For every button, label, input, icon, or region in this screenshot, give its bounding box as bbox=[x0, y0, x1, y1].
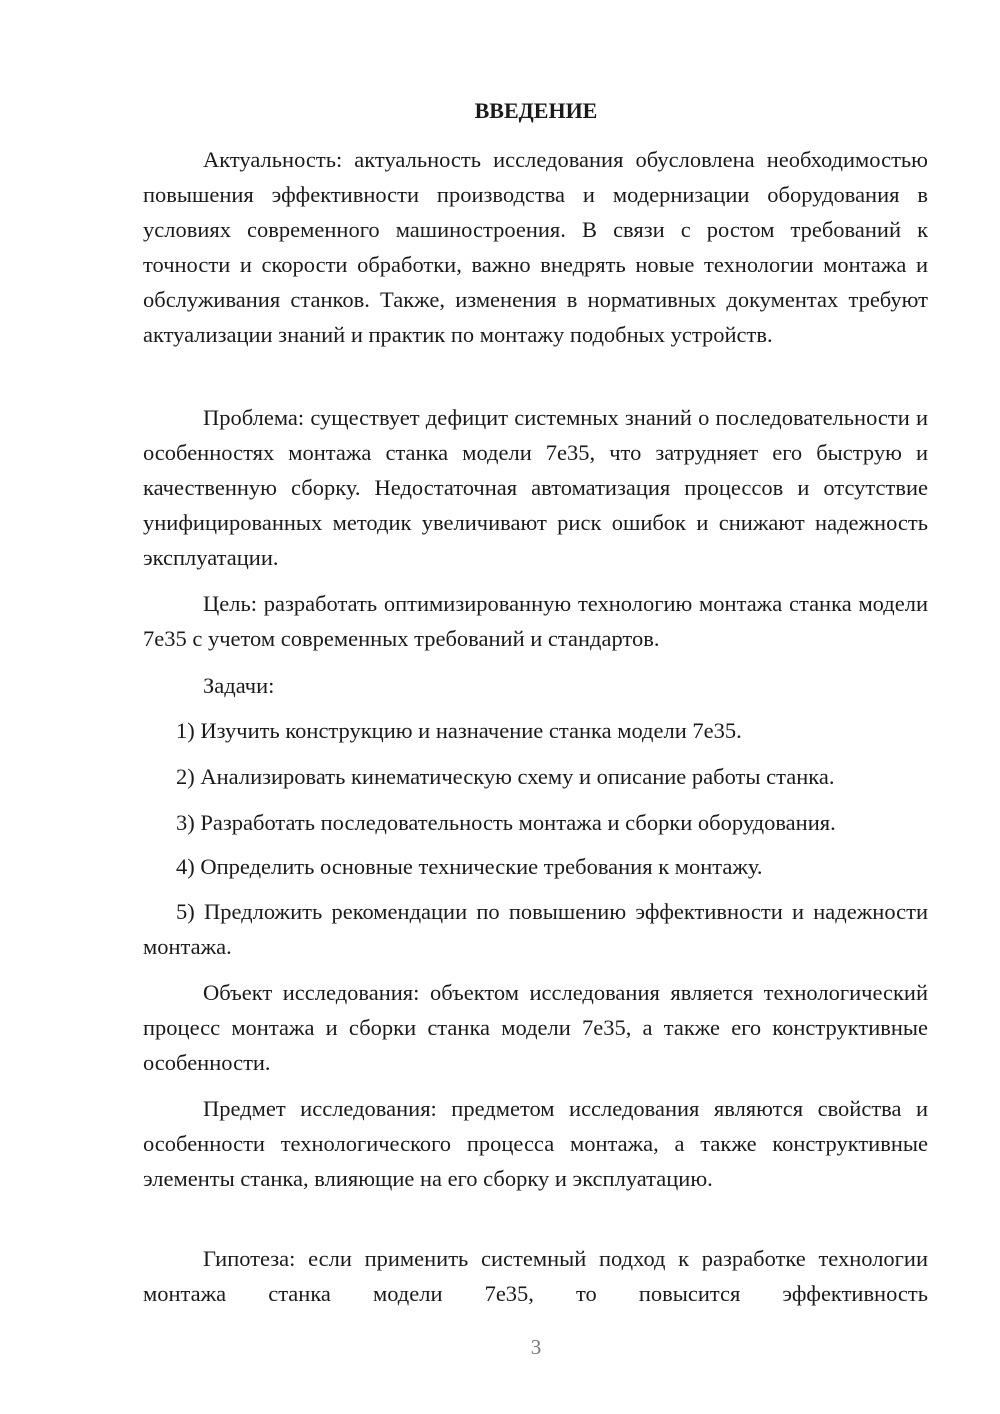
subject-paragraph: Предмет исследования: предметом исследования являются свойства и особенности технологического процесса монтажа, а также конструктивные элементы станка, влияющие на его сборку и эксплуатацию. bbox=[143, 1096, 928, 1191]
hypothesis-paragraph: Гипотеза: если применить системный подход к разработке технологии монтажа станка модели 7е35, то повысится эффективность bbox=[143, 1246, 928, 1306]
page-number: 3 bbox=[530, 1335, 542, 1359]
task-item-1: 1) Изучить конструкцию и назначение станка модели 7е35. bbox=[176, 718, 742, 743]
object-paragraph: Объект исследования: объектом исследования является технологический процесс монтажа и сборки станка модели 7е35, а также его конструктивные особенности. bbox=[143, 980, 928, 1075]
task-item-4: 4) Определить основные технические требования к монтажу. bbox=[176, 854, 763, 879]
task-item-2: 2) Анализировать кинематическую схему и описание работы станка. bbox=[176, 764, 835, 789]
goal-paragraph: Цель: разработать оптимизированную технологию монтажа станка модели 7е35 с учетом современных требований и стандартов. bbox=[143, 591, 928, 651]
relevance-paragraph: Актуальность: актуальность исследования обусловлена необходимостью повышения эффективности производства и модернизации оборудования в условиях современного машиностроения. В связи с ростом требований к точности и скорости обработки, важно внедрять новые технологии монтажа и обслуживания станков. Также, изменения в нормативных документах требуют актуализации знаний и практик по монтажу подобных устройств. bbox=[143, 147, 928, 347]
problem-paragraph: Проблема: существует дефицит системных знаний о последовательности и особенностях монтажа станка модели 7е35, что затрудняет его быструю и качественную сборку. Недостаточная автоматизация процессов и отсутствие унифицированных методик увеличивают риск ошибок и снижают надежность эксплуатации. bbox=[143, 405, 928, 570]
task-item-5: 5) Предложить рекомендации по повышению эффективности и надежности монтажа. bbox=[143, 899, 928, 959]
task-item-3: 3) Разработать последовательность монтажа и сборки оборудования. bbox=[176, 810, 836, 835]
page-title: ВВЕДЕНИЕ bbox=[474, 98, 598, 123]
tasks-title: Задачи: bbox=[203, 673, 275, 698]
